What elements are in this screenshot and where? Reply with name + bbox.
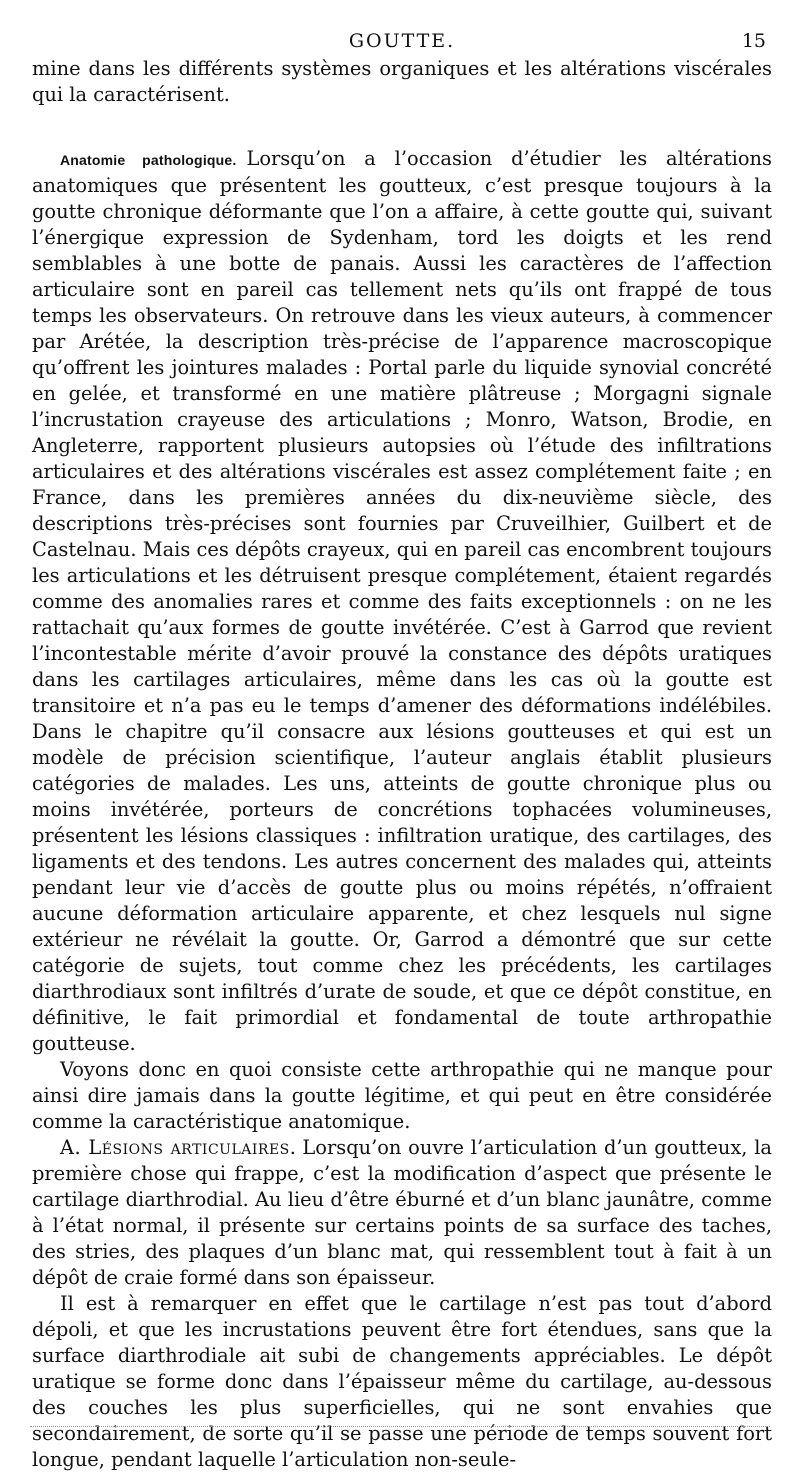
- page-number: 15: [741, 30, 766, 52]
- paragraph-uratic-deposit: Il est à remarquer en effet que le cartilage n’est pas tout d’abord dépoli, et que les incrustations peuvent être fort étendues, sans que la surface diarthrodiale ait subi de changements appréciables. Le dépôt uratique se forme donc dans l’épaisseur même du cartilage, au-dessous des couches les plus superficielles, qui ne sont envahies que secondairement, de sorte qu’il se passe une période de temps souvent fort longue, pendant laquelle l’articulation non-seule-: [32, 1292, 772, 1471]
- subsection-heading-articular-lesions: A. Lésions articulaires.: [60, 1136, 297, 1159]
- bottom-rule: [30, 1426, 770, 1427]
- section-spacer: [32, 108, 772, 146]
- section-heading-pathological-anatomy: Anatomie pathologique.: [60, 152, 237, 168]
- paragraph-continuation: mine dans les différents systèmes organiques et les altérations viscérales qui la caractérisent.: [32, 57, 772, 106]
- paragraph-body: Lorsqu’on a l’occasion d’étudier les altérations anatomiques que présentent les goutteux, c’est presque toujours à la goutte chronique déformante que l’on a affaire, à cette goutte qui, suivant l’énergique expression de Sydenham, tord les doigts et les rend semblables à une botte de panais. Aussi les caractères de l’affection articulaire sont en pareil cas tellement nets qu’ils ont frappé de tous temps les observateurs. On retrouve dans les vieux auteurs, à commencer par Arétée, la description très-précise de l’apparence macroscopique qu’offrent les jointures malades : Portal parle du liquide synovial concrété en gelée, et transformé en une matière plâtreuse ; Morgagni signale l’incrustation crayeuse des articulations ; Monro, Watson, Brodie, en Angleterre, rapportent plusieurs autopsies où l’étude des infiltrations articulaires et des altérations viscérales est assez complétement faite ; en France, dans les premières années du dix-neuvième siècle, des descriptions très-précises sont fournies par Cruveilhier, Guilbert et de Castelnau. Mais ces dépôts crayeux, qui en pareil cas encombrent toujours les articulations et les détruisent presque complétement, étaient regardés comme des anomalies rares et comme des faits exceptionnels : on ne les rattachait qu’aux formes de goutte invétérée. C’est à Garrod que revient l’incontestable mérite d’avoir prouvé la constance des dépôts uratiques dans les cartilages articulaires, même dans les cas où la goutte est transitoire et n’a pas eu le temps d’amener des déformations indélébiles. Dans le chapitre qu’il consacre aux lésions goutteuses et qui est un modèle de précision scientifique, l’auteur anglais établit plusieurs catégories de malades. Les uns, atteints de goutte chronique plus ou moins invétérée, porteurs de concrétions tophacées volumineuses, présentent les lésions classiques : infiltration uratique, des cartilages, des ligaments et des tendons. Les autres concernent des malades qui, atteints pendant leur vie d’accès de goutte plus ou moins répétés, n’offraient aucune déformation articulaire apparente, et chez lesquels nul signe extérieur ne révélait la goutte. Or, Garrod a démontré que sur cette catégorie de sujets, tout comme chez les précédents, les cartilages diarthrodiaux sont infiltrés d’urate de soude, et que ce dépôt constitue, en définitive, le fait primordial et fondamental de toute arthropathie goutteuse.: [32, 147, 772, 1055]
- running-title: GOUTTE.: [348, 30, 456, 52]
- paragraph-arthropathy: Voyons donc en quoi consiste cette arthropathie qui ne manque pour ainsi dire jamais dans la goutte légitime, et qui peut en être considérée comme la caractéristique anatomique.: [32, 1058, 772, 1133]
- paragraph-pathological-anatomy: [32, 146, 772, 1057]
- paragraph-articular-lesions: [32, 1135, 772, 1291]
- book-page: [32, 0, 772, 1473]
- paragraph-body: Lorsqu’on ouvre l’articulation d’un goutteux, la première chose qui frappe, c’est la modification d’aspect que présente le cartilage diarthrodial. Au lieu d’être éburné et d’un blanc jaunâtre, comme à l’état normal, il présente sur certains points de sa surface des taches, des stries, des plaques d’un blanc mat, qui ressemblent tout à fait à un dépôt de craie formé dans son épaisseur.: [32, 1136, 772, 1289]
- running-header: [32, 0, 772, 56]
